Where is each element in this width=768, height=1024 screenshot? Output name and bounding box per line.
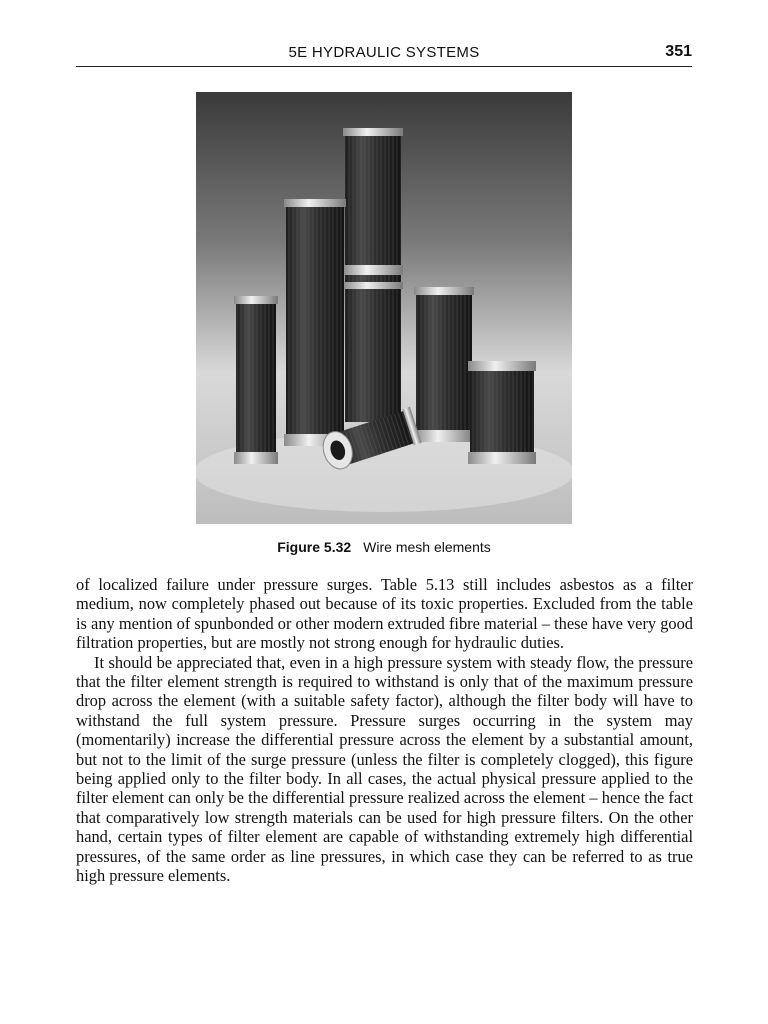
filter-element-medium	[414, 287, 474, 442]
wire-mesh-elements-photo	[196, 92, 572, 524]
page-number: 351	[665, 43, 692, 60]
figure-label: Figure 5.32	[277, 539, 352, 555]
page-header	[76, 42, 692, 67]
filter-element-tallest	[343, 128, 403, 422]
figure-caption	[76, 539, 692, 555]
figure-caption-text: Wire mesh elements	[363, 539, 491, 555]
filter-element-short	[468, 361, 536, 464]
paragraph: It should be appreciated that, even in a high pressure system with steady flow, the pressure that the filter element strength is required to withstand is only that of the maximum pressure drop across the element (with a suitable safety factor), although the filter body will have to withstand the full system pressure. Pressure surges occurring in the system may (momentarily) increase the differential pressure across the element by a substantial amount, but not to the limit of the surge pressure (unless the filter is completely clogged), this figure being applied only to the filter body. In all cases, the actual physical pressure applied to the filter element can only be the differential pressure realized across the element – hence the fact that comparatively low strength materials can be used for high pressure filters. On the other hand, certain types of filter element are capable of withstanding extremely high differential pressures, of the same order as line pressures, in which case they can be referred to as true high pressure elements.	[76, 652, 693, 886]
figure-photo	[196, 92, 572, 524]
filter-element-slim	[234, 296, 278, 464]
body-text	[76, 575, 693, 886]
filter-element-tall	[284, 199, 346, 446]
paragraph: of localized failure under pressure surges. Table 5.13 still includes asbestos as a filter medium, now completely phased out because of its toxic properties. Excluded from the table is any mention of spunbonded or other modern extruded fibre material – these have very good filtration properties, but are mostly not strong enough for hydraulic duties.	[76, 575, 693, 653]
running-head: 5E HYDRAULIC SYSTEMS	[288, 44, 480, 61]
